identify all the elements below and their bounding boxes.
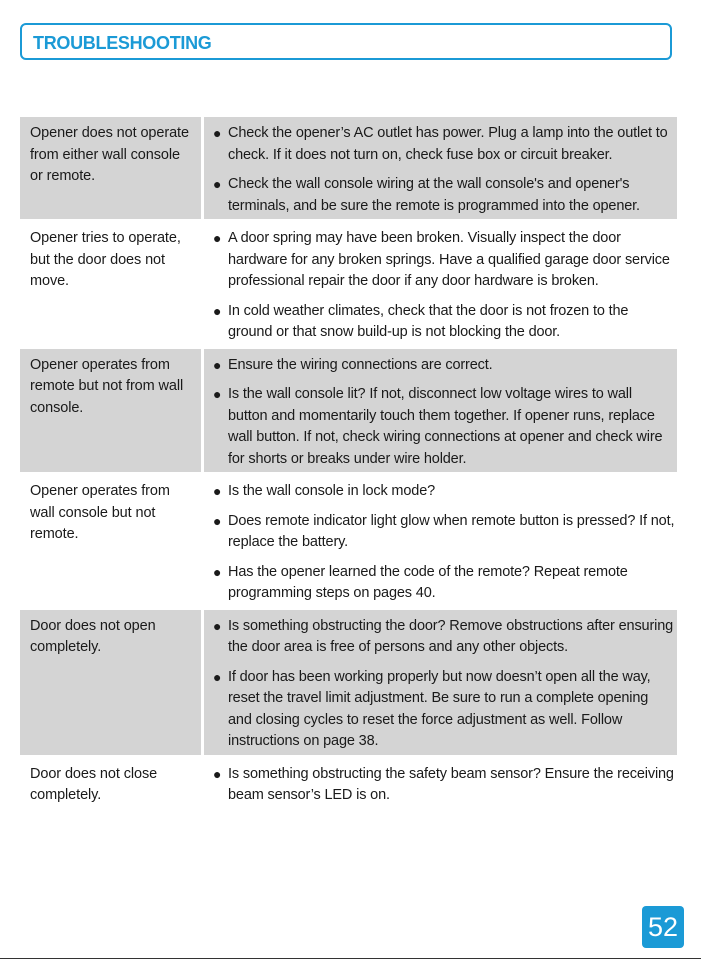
solution-cell [204,349,677,473]
problem-cell: Opener tries to operate, but the door does not move. [30,230,181,289]
table-row [20,758,677,809]
problem-cell: Door does not open completely. [20,610,201,755]
solution-item [213,481,677,503]
table-row [20,222,677,346]
solution-item [213,123,677,166]
solution-cell [204,610,677,755]
solution-item [213,355,677,377]
section-header [20,23,672,60]
solution-text: If door has been working properly but now doesn’t open all the way, reset the travel limit adjustment. Be sure to run a complete opening and closing cycles to reset the force adjustment as well. Follow instructions on page 38. [228,668,651,749]
solution-text: Is something obstructing the safety beam sensor? Ensure the receiving beam sensor’s LED is on. [228,765,674,803]
page-bottom-rule [0,958,701,959]
solution-text: A door spring may have been broken. Visually inspect the door hardware for any broken springs. Have a qualified garage door service professional repair the door if any door hardware is broken. [228,230,670,289]
section-title: TROUBLESHOOTING [33,33,212,53]
troubleshooting-table [20,117,677,812]
solution-item [213,764,677,807]
bullet-icon: ● [213,563,222,580]
bullet-icon: ● [213,512,222,529]
solution-text: Has the opener learned the code of the remote? Repeat remote programming steps on pages 40. [228,563,628,601]
solution-item [213,667,677,753]
table-row [20,475,677,607]
table-row [20,610,677,755]
solution-item [213,511,677,554]
solution-text: In cold weather climates, check that the door is not frozen to the ground or that snow build-up is not blocking the door. [228,302,629,340]
solution-item [213,384,677,470]
solution-text: Check the opener’s AC outlet has power. Plug a lamp into the outlet to check. If it does not turn on, check fuse box or circuit breaker. [228,125,668,163]
table-row [20,349,677,473]
table-row [20,117,677,219]
solution-cell [204,475,677,607]
solution-item [213,174,677,217]
solution-text: Ensure the wiring connections are correct. [228,356,493,373]
bullet-icon: ● [213,125,222,141]
bullet-icon: ● [213,386,222,402]
solution-text: Check the wall console wiring at the wall console's and opener's terminals, and be sure the remote is programmed into the opener. [228,176,640,214]
solution-text: Does remote indicator light glow when remote button is pressed? If not, replace the battery. [228,512,675,550]
solution-item [213,301,677,344]
bullet-icon: ● [213,176,222,192]
solution-cell [204,222,677,346]
bullet-icon: ● [213,668,222,685]
bullet-icon: ● [213,230,222,246]
solution-item [213,562,677,605]
bullet-icon: ● [213,483,222,499]
solution-item [213,228,677,293]
solution-text: Is the wall console lit? If not, disconnect low voltage wires to wall button and momentarily touch them together. If opener runs, replace wall button. If not, check wiring connections at opener and check wire for shorts or breaks under wire holder. [228,386,663,467]
solution-item [213,616,677,659]
solution-cell [204,117,677,219]
solution-text: Is something obstructing the door? Remove obstructions after ensuring the door area is free of persons and any other objects. [228,617,674,655]
solution-cell [204,758,677,809]
page-number-badge: 52 [642,906,684,948]
problem-cell: Opener operates from remote but not from wall console. [20,349,201,473]
solution-text: Is the wall console in lock mode? [228,483,436,499]
bullet-icon: ● [213,765,222,782]
problem-cell: Opener does not operate from either wall console or remote. [20,117,201,219]
bullet-icon: ● [213,356,222,373]
bullet-icon: ● [213,617,222,634]
problem-cell: Door does not close completely. [30,765,158,803]
bullet-icon: ● [213,302,222,319]
problem-cell: Opener operates from wall console but not remote. [30,483,170,542]
